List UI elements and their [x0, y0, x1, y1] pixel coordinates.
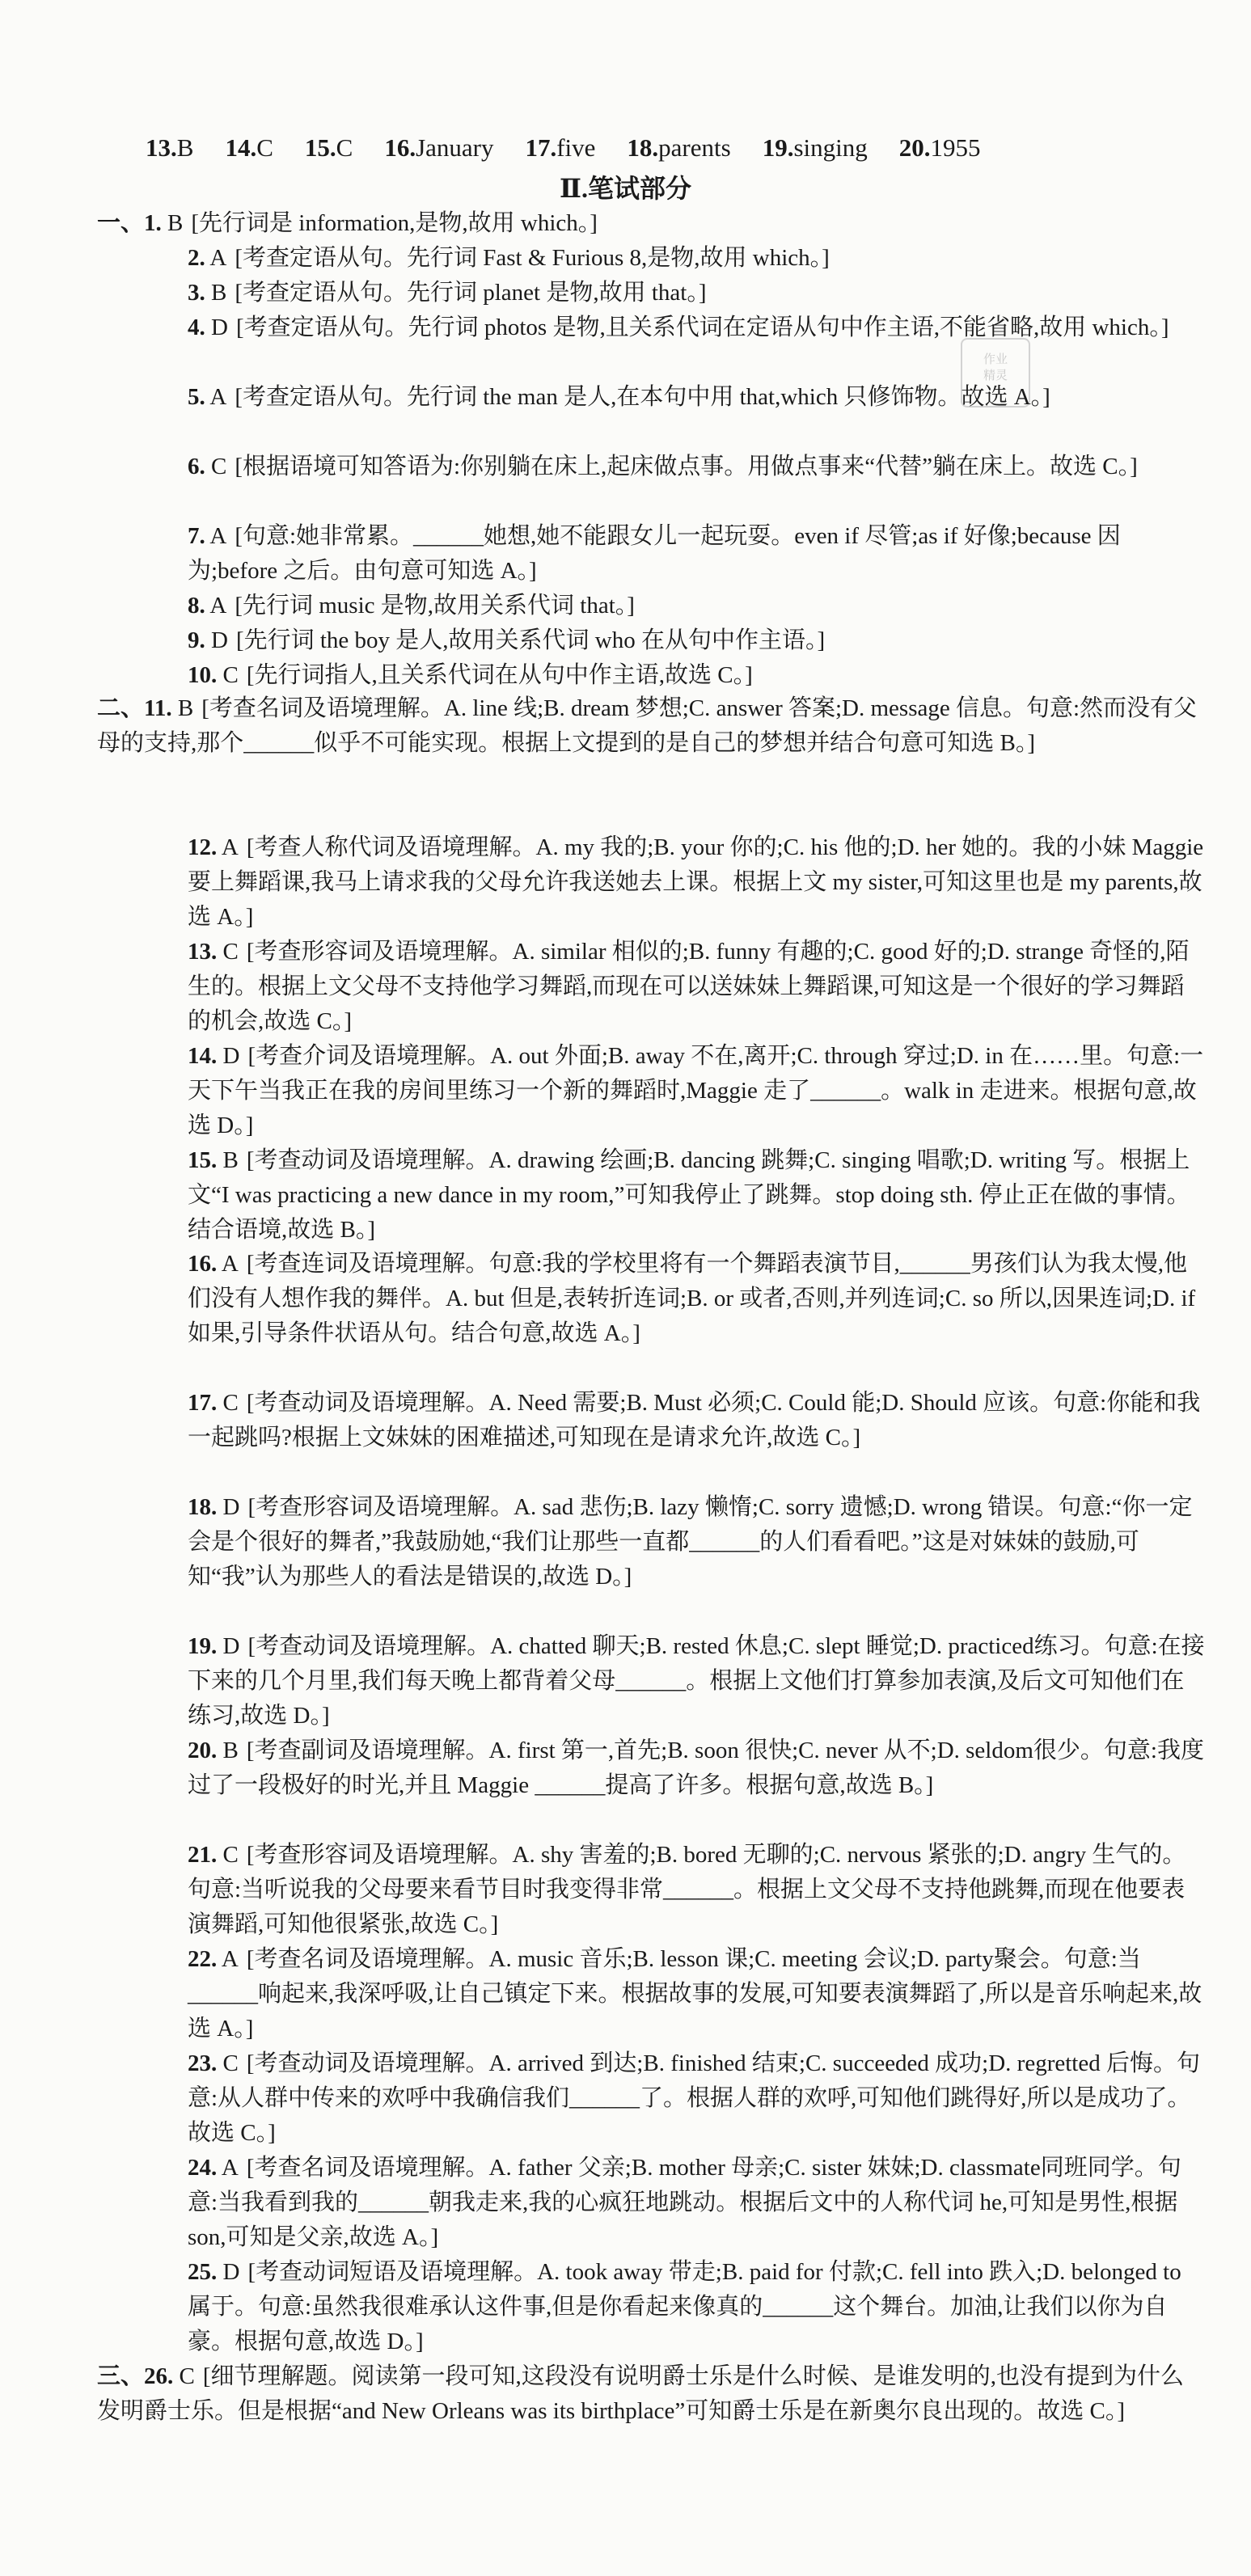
item-answer: C [217, 939, 239, 965]
item-explanation: [考查介词及语境理解。A. out 外面;B. away 不在,离开;C. through 穿过;D. in 在……里。句意:一天下午当我正在我的房间里练习一个新的舞蹈时,Maggie 走了______。walk in 走进来。根据句意,故选 D。] [188, 1043, 1204, 1138]
item-explanation: [根据语境可知答语为:你别躺在床上,起床做点事。用做点事来“代替”躺在床上。故选 C。] [235, 454, 1138, 479]
item-answer: C [217, 2050, 239, 2076]
item-explanation: [考查定语从句。先行词 photos 是物,且关系代词在定语从句中作主语,不能省略,故用 which。] [235, 315, 1169, 340]
answer-value: C [256, 133, 273, 162]
answer-item [188, 658, 1205, 693]
item-number: 13. [188, 939, 218, 965]
answer-item [188, 1039, 1205, 1143]
answer-item [97, 691, 1205, 761]
item-answer: A [205, 245, 227, 271]
item-number: 3. [188, 280, 205, 306]
item-explanation: [考查名词及语境理解。A. line 线;B. dream 梦想;C. answer 答案;D. message 信息。句意:然而没有父母的支持,那个______似乎不可能实现。根据上文提到的是自己的梦想并结合句意可知选 B。] [97, 695, 1198, 756]
answer-item [188, 2046, 1205, 2151]
item-explanation: [考查形容词及语境理解。A. sad 悲伤;B. lazy 懒惰;C. sorry 遗憾;D. wrong 错误。句意:“你一定会是个很好的舞者,”我鼓励她,“我们让那些一直都______的人们看看吧。”这是对妹妹的鼓励,可知“我”认为那些人的看法是错误的,故选 D。] [188, 1494, 1193, 1590]
item-number: 24. [188, 2155, 218, 2181]
answer-item [188, 830, 1205, 935]
item-answer: D [217, 1633, 240, 1659]
answer-item [188, 241, 1205, 276]
item-number: 9. [188, 627, 205, 653]
answer-number: 16. [384, 133, 416, 162]
item-explanation: [先行词指人,且关系代词在从句中作主语,故选 C。] [246, 662, 753, 688]
item-number: 12. [188, 834, 218, 860]
item-answer: C [173, 2363, 195, 2389]
item-number: 1. [144, 210, 162, 236]
section-prefix: 三、 [97, 2363, 145, 2389]
answer-value: 1955 [930, 133, 981, 162]
answer-item [188, 935, 1205, 1039]
answer-item [188, 1629, 1205, 1734]
item-answer: D [205, 315, 228, 340]
answer-item [188, 623, 1205, 658]
item-number: 20. [188, 1738, 218, 1763]
item-answer: B [205, 280, 227, 306]
listening-answers-line [146, 133, 981, 163]
item-answer: A [217, 1251, 239, 1277]
item-number: 14. [188, 1043, 218, 1069]
item-number: 18. [188, 1494, 218, 1520]
item-answer: B [217, 1147, 239, 1173]
answer-value: five [556, 133, 596, 162]
item-explanation: [先行词 music 是物,故用关系代词 that。] [235, 593, 635, 619]
item-explanation: [考查形容词及语境理解。A. shy 害羞的;B. bored 无聊的;C. nervous 紧张的;D. angry 生气的。句意:当听说我的父母要来看节目时我变得非常______。根据上文父母不支持他跳舞,而现在他要表演舞蹈,可知他很紧张,故选 C。] [188, 1842, 1186, 1937]
answer-value: singing [793, 133, 868, 162]
item-explanation: [考查定语从句。先行词 planet 是物,故用 that。] [235, 280, 707, 306]
item-number: 19. [188, 1633, 218, 1659]
answer-item [188, 380, 1205, 415]
item-number: 6. [188, 454, 205, 479]
item-answer: D [205, 627, 228, 653]
item-number: 25. [188, 2259, 218, 2285]
item-answer: A [217, 2155, 239, 2181]
answer-number: 20. [898, 133, 931, 162]
answer-number: 18. [627, 133, 659, 162]
item-answer: B [171, 695, 194, 721]
section-prefix: 一、 [97, 210, 145, 236]
item-answer: A [205, 593, 227, 619]
answer-number: 19. [762, 133, 794, 162]
item-explanation: [考查人称代词及语境理解。A. my 我的;B. your 你的;C. his 他的;D. her 她的。我的小妹 Maggie 要上舞蹈课,我马上请求我的父母允许我送她去上课。根据上文 my sister,可知这里也是 my parents,故选 A。] [188, 834, 1204, 930]
item-answer: D [217, 2259, 240, 2285]
item-number: 17. [188, 1390, 218, 1416]
item-answer: A [217, 834, 239, 860]
answer-item [188, 1143, 1205, 1248]
answer-number: 14. [225, 133, 257, 162]
section-prefix: 二、 [97, 695, 145, 721]
answer-item [188, 2255, 1205, 2359]
item-number: 22. [188, 1946, 218, 1972]
item-number: 16. [188, 1251, 218, 1277]
answer-item [188, 589, 1205, 623]
answer-item [97, 206, 1205, 241]
item-answer: A [217, 1946, 239, 1972]
answer-item [188, 1838, 1205, 1942]
answer-item [188, 1386, 1205, 1455]
answer-number: 13. [146, 133, 177, 162]
item-number: 11. [144, 695, 172, 721]
item-number: 8. [188, 593, 205, 619]
answer-item [97, 2359, 1205, 2429]
answer-item [188, 450, 1205, 484]
answer-value: C [336, 133, 353, 162]
item-number: 5. [188, 384, 205, 410]
item-answer: C [217, 1842, 239, 1868]
item-explanation: [考查动词短语及语境理解。A. took away 带走;B. paid for 付款;C. fell into 跌入;D. belonged to 属于。句意:虽然我很难承认这件事,但是你看起来像真的______这个舞台。加油,让我们以你为自豪。根据句意,故选 D。] [188, 2259, 1181, 2354]
item-explanation: [考查定语从句。先行词 Fast & Furious 8,是物,故用 which。] [235, 245, 830, 271]
item-answer: C [217, 1390, 239, 1416]
item-explanation: [考查动词及语境理解。A. Need 需要;B. Must 必须;C. Could 能;D. Should 应该。句意:你能和我一起跳吗?根据上文妹妹的困难描述,可知现在是请求允许,故选 C。] [188, 1390, 1201, 1451]
item-answer: D [217, 1494, 240, 1520]
item-number: 21. [188, 1842, 218, 1868]
item-explanation: [考查动词及语境理解。A. arrived 到达;B. finished 结束;C. succeeded 成功;D. regretted 后悔。句意:从人群中传来的欢呼中我确信我们______了。根据人群的欢呼,可知他们跳得好,所以是成功了。故选 C。] [188, 2050, 1200, 2146]
item-explanation: [考查连词及语境理解。句意:我的学校里将有一个舞蹈表演节目,______男孩们认为我太慢,他们没有人想作我的舞伴。A. but 但是,表转折连词;B. or 或者,否则,并列连词;C. so 所以,因果连词;D. if 如果,引导条件状语从句。结合句意,故选 A。] [188, 1251, 1196, 1346]
item-explanation: [句意:她非常累。______她想,她不能跟女儿一起玩耍。even if 尽管;as if 好像;because 因为;before 之后。由句意可知选 A。] [188, 523, 1121, 584]
item-number: 7. [188, 523, 205, 549]
item-explanation: [考查副词及语境理解。A. first 第一,首先;B. soon 很快;C. never 从不;D. seldom很少。句意:我度过了一段极好的时光,并且 Maggie ______提高了许多。根据句意,故选 B。] [188, 1738, 1204, 1798]
item-explanation: [考查动词及语境理解。A. chatted 聊天;B. rested 休息;C. slept 睡觉;D. practiced练习。句意:在接下来的几个月里,我们每天晚上都背着父母______。根据上文他们打算参加表演,及后文可知他们在练习,故选 D。] [188, 1633, 1205, 1729]
section-title: Ⅱ.笔试部分 [560, 174, 691, 203]
watermark-stamp: 作业 精灵 [961, 338, 1030, 408]
answer-item [188, 1247, 1205, 1351]
item-answer: B [217, 1738, 239, 1763]
item-number: 23. [188, 2050, 218, 2076]
answer-item [188, 1734, 1205, 1803]
item-explanation: [先行词是 information,是物,故用 which。] [191, 210, 598, 236]
answer-item [188, 1942, 1205, 2046]
answer-number: 17. [525, 133, 557, 162]
item-answer: A [205, 523, 227, 549]
answer-item [188, 1490, 1205, 1594]
item-explanation: [考查名词及语境理解。A. music 音乐;B. lesson 课;C. meeting 会议;D. party聚会。句意:当______响起来,我深呼吸,让自己镇定下来。根据故事的发展,可知要表演舞蹈了,所以是音乐响起来,故选 A。] [188, 1946, 1202, 2042]
item-explanation: [考查名词及语境理解。A. father 父亲;B. mother 母亲;C. sister 妹妹;D. classmate同班同学。句意:当我看到我的______朝我走来,我的心疯狂地跳动。根据后文中的人称代词 he,可知是男性,根据 son,可知是父亲,故选 A。] [188, 2155, 1181, 2250]
answer-item [188, 2151, 1205, 2255]
item-number: 26. [144, 2363, 174, 2389]
item-number: 2. [188, 245, 205, 271]
item-number: 10. [188, 662, 218, 688]
item-answer: D [217, 1043, 240, 1069]
item-explanation: [细节理解题。阅读第一段可知,这段没有说明爵士乐是什么时候、是谁发明的,也没有提到为什么发明爵士乐。但是根据“and New Orleans was its birthplace”可知爵士乐是在新奥尔良出现的。故选 C。] [97, 2363, 1185, 2424]
item-answer: B [161, 210, 184, 236]
item-number: 15. [188, 1147, 218, 1173]
answer-value: parents [658, 133, 731, 162]
item-answer: C [217, 662, 239, 688]
answer-value: B [176, 133, 194, 162]
item-explanation: [先行词 the boy 是人,故用关系代词 who 在从句中作主语。] [235, 627, 826, 653]
item-explanation: [考查动词及语境理解。A. drawing 绘画;B. dancing 跳舞;C. singing 唱歌;D. writing 写。根据上文“I was practicing a new dance in my room,”可知我停止了跳舞。stop doing sth. 停止正在做的事情。结合语境,故选 B。] [188, 1147, 1190, 1243]
answer-item [188, 310, 1205, 345]
answer-item [188, 276, 1205, 310]
item-answer: C [205, 454, 227, 479]
item-explanation: [考查定语从句。先行词 the man 是人,在本句中用 that,which 只修饰物。故选 A。] [235, 384, 1050, 410]
item-explanation: [考查形容词及语境理解。A. similar 相似的;B. funny 有趣的;C. good 好的;D. strange 奇怪的,陌生的。根据上文父母不支持他学习舞蹈,而现在可以送妹妹上舞蹈课,可知这是一个很好的学习舞蹈的机会,故选 C。] [188, 939, 1190, 1034]
answer-number: 15. [304, 133, 336, 162]
item-number: 4. [188, 315, 205, 340]
item-answer: A [205, 384, 227, 410]
answer-value: January [416, 133, 494, 162]
answer-item [188, 519, 1205, 589]
